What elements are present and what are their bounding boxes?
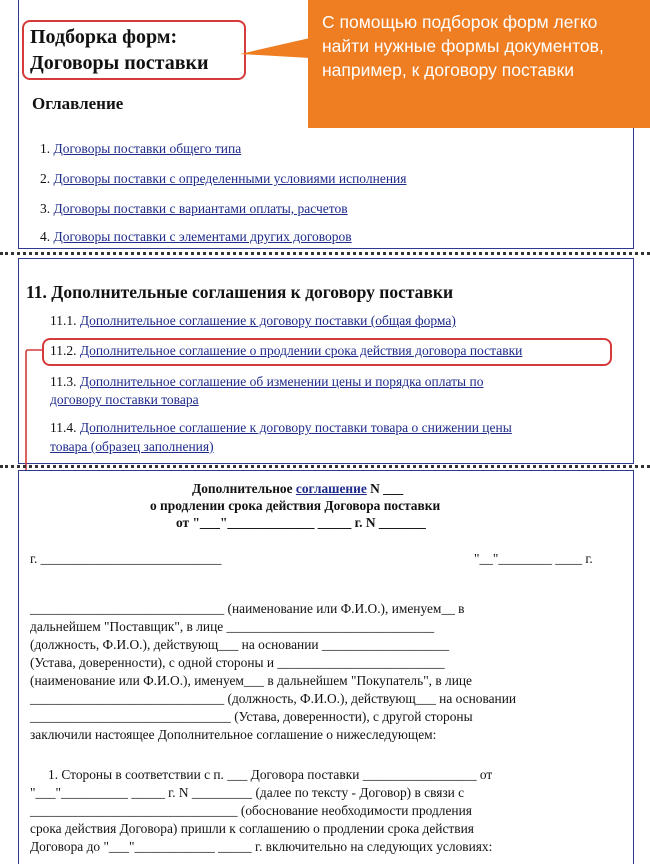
doc-paragraph-2-line-5: Договора до "___"____________ _____ г. включительно на следующих условиях: [30,839,493,854]
section-heading: 11. Дополнительные соглашения к договору поставки [26,282,454,302]
doc-city: г. ___________________________ [30,551,222,566]
item-number: 11.4. [50,420,77,435]
doc-paragraph-2-line-2: "___"__________ _____ г. N _________ (далее по тексту - Договор) в связи с [30,785,465,800]
section-link-11-2[interactable]: Дополнительное соглашение о продлении срока действия договора поставки [79,343,523,358]
doc-paragraph-1-line-8: заключили настоящее Дополнительное соглашение о нижеследующем: [30,727,437,742]
toc-link-2[interactable]: Договоры поставки с определенными условиями исполнения [53,171,407,186]
item-number: 11.2. [50,343,77,358]
toc-link-1[interactable]: Договоры поставки общего типа [53,141,242,156]
toc-item-1 [40,141,241,157]
doc-paragraph-2-line-3: _______________________________ (обоснование необходимости продления [30,803,472,818]
doc-date: "__"________ ____ г. [474,551,593,566]
section-item-11-3-cont [50,392,199,408]
toc-item-number: 2. [40,171,51,186]
item-number: 11.1. [50,313,77,328]
collection-title-line2: Договоры поставки [30,52,209,74]
doc-number-line: от "___"_____________ _____ г. N _______ [176,515,426,530]
doc-paragraph-1-line-7: ______________________________ (Устава, доверенности), с другой стороны [30,709,473,724]
page-divider [0,252,650,255]
item-number: 11.3. [50,374,77,389]
section-item-11-3 [50,374,610,390]
toc-item-number: 4. [40,229,51,244]
section-link-11-3[interactable]: Дополнительное соглашение об изменении цены и порядка оплаты по [79,374,484,389]
page-divider [0,465,650,468]
doc-title-part-b: N ___ [366,481,404,496]
doc-title-part-a: Дополнительное [192,481,296,496]
toc-item-4 [40,229,352,245]
doc-paragraph-1-line-1: _____________________________ (наименование или Ф.И.О.), именуем__ в [30,601,465,616]
doc-paragraph-2-line-4: срока действия Договора) пришли к соглашению о продлении срока действия [30,821,474,836]
section-item-11-1 [50,313,456,329]
collection-title-line1: Подборка форм: [30,26,178,48]
toc-item-number: 3. [40,201,51,216]
toc-link-3[interactable]: Договоры поставки с вариантами оплаты, расчетов [53,201,348,216]
toc-link-4[interactable]: Договоры поставки с элементами других договоров [53,229,352,244]
toc-item-3 [40,201,348,217]
doc-title [192,481,403,497]
section-item-11-4 [50,420,512,436]
doc-paragraph-1-line-2: дальнейшем "Поставщик", в лице _______________________________ [30,619,435,634]
section-item-11-4-cont [50,439,214,455]
callout-text: С помощью подборок форм легко найти нужные формы документов, например, к договору поставки [322,12,604,80]
callout-box [308,0,650,128]
doc-paragraph-2-line-1: 1. Стороны в соответствии с п. ___ Договора поставки _________________ от [48,767,493,782]
doc-subtitle: о продлении срока действия Договора поставки [150,498,441,513]
section-link-11-3-cont[interactable]: договору поставки товара [50,392,199,407]
doc-paragraph-1-line-5: (наименование или Ф.И.О.), именуем___ в дальнейшем "Покупатель", в лице [30,673,472,688]
doc-title-link[interactable]: соглашение [295,481,367,496]
toc-item-2 [40,171,407,187]
doc-paragraph-1-line-4: (Устава, доверенности), с одной стороны и _________________________ [30,655,445,670]
section-link-11-4[interactable]: Дополнительное соглашение к договору поставки товара о снижении цены [79,420,512,435]
toc-heading: Оглавление [32,94,124,113]
doc-paragraph-1-line-3: (должность, Ф.И.О.), действующ___ на основании ___________________ [30,637,450,652]
toc-item-number: 1. [40,141,51,156]
title-highlight-box [22,20,246,80]
section-link-11-1[interactable]: Дополнительное соглашение к договору поставки (общая форма) [79,313,456,328]
section-link-11-4-cont[interactable]: товара (образец заполнения) [50,439,214,454]
callout-pointer-icon [240,36,312,60]
section-item-11-2 [50,343,522,359]
doc-paragraph-1-line-6: _____________________________ (должность, Ф.И.О.), действующ___ на основании [30,691,517,706]
